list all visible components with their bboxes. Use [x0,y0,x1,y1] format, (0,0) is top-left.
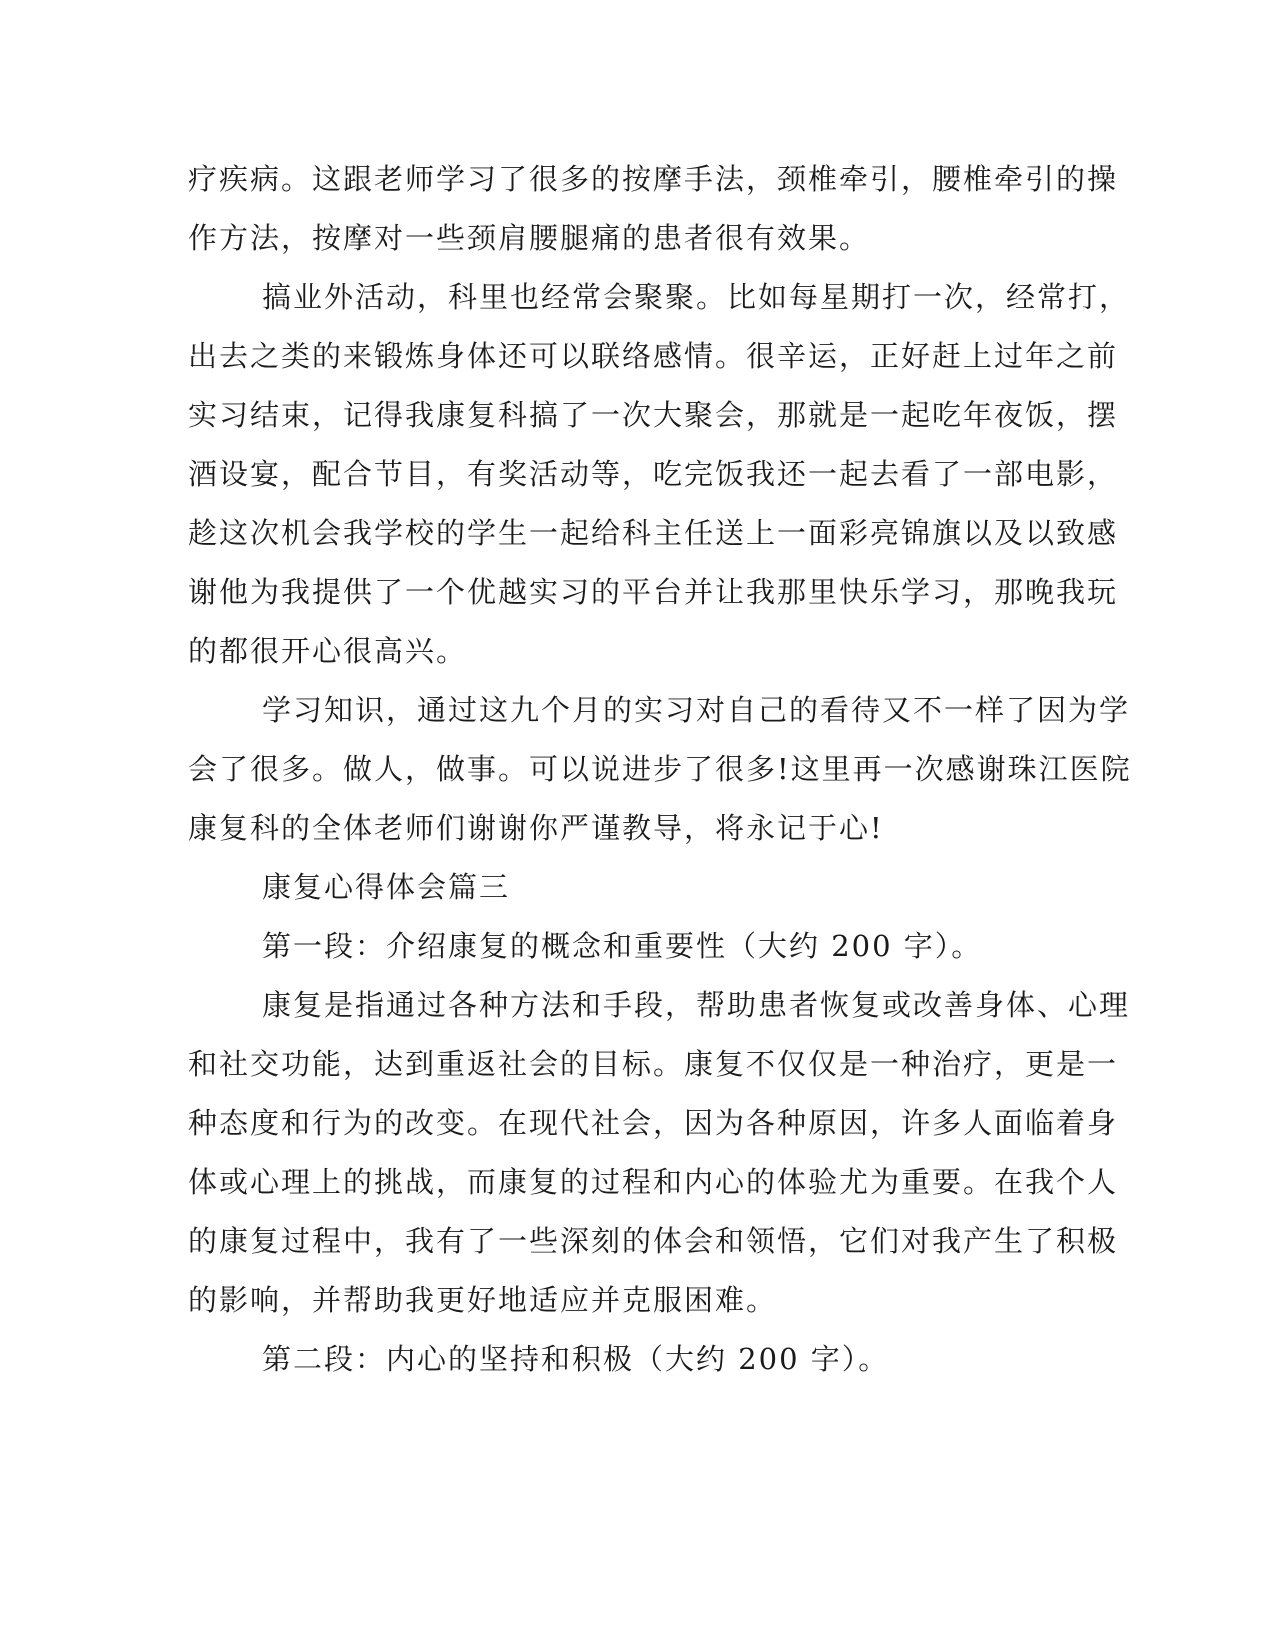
paragraph-start-line: 搞业外活动，科里也经常会聚聚。比如每星期打一次，经常打， [262,280,1131,314]
text-line: 会了很多。做人，做事。可以说进步了很多!这里再一次感谢珠江医院 [188,752,1132,786]
text-line: 体或心理上的挑战，而康复的过程和内心的体验尤为重要。在我个人 [188,1165,1119,1199]
text-line: 的都很开心很高兴。 [188,634,468,668]
paragraph-start-line: 学习知识，通过这九个月的实习对自己的看待又不一样了因为学 [262,693,1131,727]
paragraph-start-line: 康复是指通过各种方法和手段，帮助患者恢复或改善身体、心理 [262,988,1131,1022]
text-line: 实习结束，记得我康复科搞了一次大聚会，那就是一起吃年夜饭，摆 [188,398,1119,432]
text-line: 酒设宴，配合节目，有奖活动等，吃完饭我还一起去看了一部电影， [188,457,1119,491]
paragraph-heading: 第二段：内心的坚持和积极（大约 200 字）。 [262,1342,890,1376]
text-line: 谢他为我提供了一个优越实习的平台并让我那里快乐学习，那晚我玩 [188,575,1119,609]
text-line: 趁这次机会我学校的学生一起给科主任送上一面彩亮锦旗以及以致感 [188,516,1119,550]
text-line: 和社交功能，达到重返社会的目标。康复不仅仅是一种治疗，更是一 [188,1047,1119,1081]
text-line: 作方法，按摩对一些颈肩腰腿痛的患者很有效果。 [188,221,871,255]
text-line: 种态度和行为的改变。在现代社会，因为各种原因，许多人面临着身 [188,1106,1119,1140]
text-line: 康复科的全体老师们谢谢你严谨教导，将永记于心! [188,811,884,845]
section-heading: 康复心得体会篇三 [262,870,511,904]
text-line: 的康复过程中，我有了一些深刻的体会和领悟，它们对我产生了积极 [188,1224,1119,1258]
text-line: 出去之类的来锻炼身体还可以联络感情。很辛运，正好赶上过年之前 [188,339,1119,373]
text-line: 疗疾病。这跟老师学习了很多的按摩手法，颈椎牵引，腰椎牵引的操 [188,162,1119,196]
text-line: 的影响，并帮助我更好地适应并克服困难。 [188,1283,778,1317]
paragraph-heading: 第一段：介绍康复的概念和重要性（大约 200 字）。 [262,929,983,963]
